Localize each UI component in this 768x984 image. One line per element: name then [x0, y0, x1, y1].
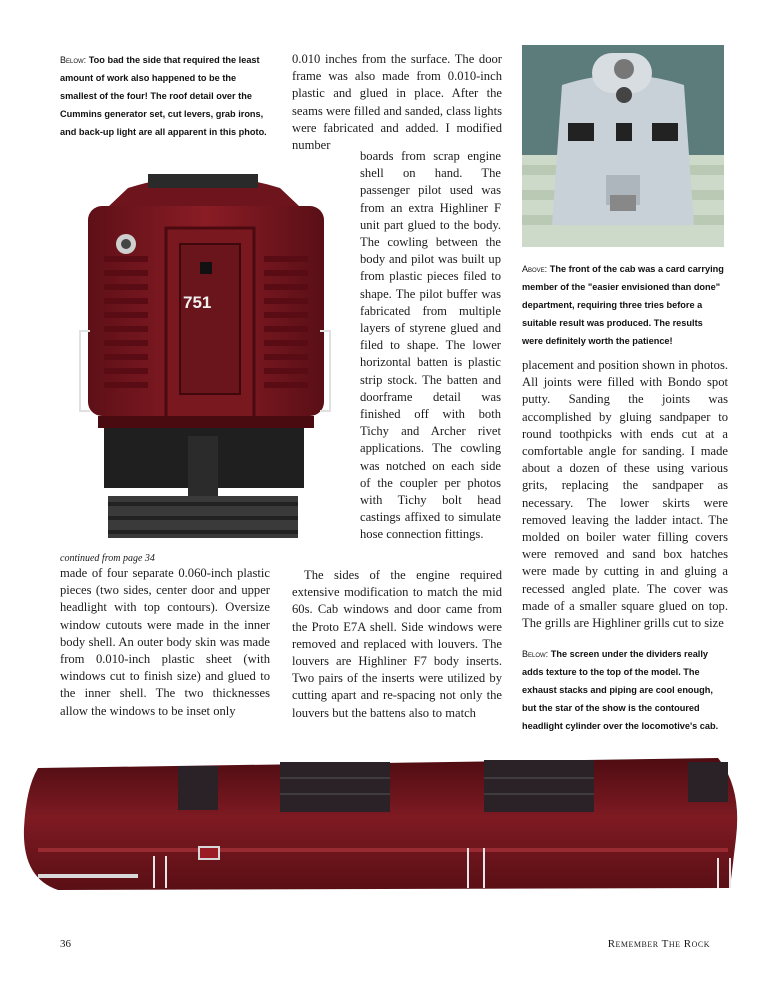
caption-roof-photo: [522, 645, 728, 735]
caption-rear-photo: [60, 51, 272, 141]
page-number: 36: [60, 938, 71, 950]
continued-note: continued from page 34: [60, 553, 155, 564]
caption-lead: Below:: [60, 55, 87, 65]
rear-locomotive-photo: [68, 166, 340, 538]
rear-locomotive-illustration: [68, 166, 340, 538]
caption-cab-photo: [522, 260, 724, 350]
column-3-text: placement and position shown in photos. All joints were filled with Bondo spot putty. Sanding the joints was accomplished by gluing sandpaper to round toothpicks with ends cut at a comfortable angle for sanding. I made about a dozen of these using various grits, replacing the sandpaper as necessary. The lower skirts were removed leaving the ladder intact. The molded on boiler water filling covers were removed and sand box hatches were made by cutting in and gluing a recessed angled plate. The cover was made of a smaller square glued on top. The grills are Highliner grills cut to size: [522, 358, 728, 631]
column-2-narrow-text: boards from scrap engine shell on hand. The passenger pilot used was from an extra Highliner F unit part glued to the body. The cowling between the body and pilot was built up from plastic pieces filed to shape. The pilot buffer was fabricated from multiple layers of styrene glued and filed to shape. The lower horizontal batten is plastic strip stock. The batten and doorframe detail was finished off with both Tichy and Archer rivet applications. The cowling was notched on each side of the coupler per photos with Tichy bolt head castings affixed to simulate hose connection fittings.: [360, 149, 501, 542]
caption-text: Too bad the side that required the least amount of work also happened to be the smallest of the four! The roof detail over the Cummins generator set, cut levers, grab irons, and back-up light are all apparent in this photo.: [60, 55, 267, 137]
roof-locomotive-illustration: [18, 748, 746, 898]
caption-text: The front of the cab was a card carrying member of the "easier envisioned than done" department, requiring three tries before a suitable result was produced. The results were definitely worth the patience!: [522, 264, 724, 346]
cab-front-illustration: [522, 45, 724, 247]
running-footer: Remember The Rock: [607, 938, 710, 950]
number-board: 751: [183, 293, 212, 312]
column-2-bottom-text: The sides of the engine required extensive modification to match the mid 60s. Cab windows and door came from the Proto E7A shell. Side windows were removed and replaced with louvers. The louvers are Highliner F7 body inserts. Two pairs of the inserts were utilized by cutting apart and re-spacing not only the louvers but the battens also to match: [292, 568, 502, 720]
roof-locomotive-photo: [18, 748, 746, 898]
column-2-top-text: 0.010 inches from the surface. The door frame was also made from 0.010-inch plastic and glued in place. After the seams were filled and sanded, class lights were fabricated and added. I modified number: [292, 52, 502, 153]
caption-lead: Below:: [522, 649, 549, 659]
caption-lead: Above:: [522, 264, 548, 274]
column-1-text: made of four separate 0.060-inch plastic pieces (two sides, center door and upper headlight with top contours). Oversize window cutouts were made in the inner body shell. An outer body skin was made from 0.010-inch plastic sheet (with windows cut to finish size) and glued to the inner shell. The two thicknesses allow the windows to be inset only: [60, 566, 270, 718]
cab-front-photo: [522, 45, 724, 247]
caption-text: The screen under the dividers really adds texture to the top of the model. The exhaust stacks and piping are cool enough, but the star of the show is the contoured headlight cylinder over the locomotive's cab.: [522, 649, 719, 731]
